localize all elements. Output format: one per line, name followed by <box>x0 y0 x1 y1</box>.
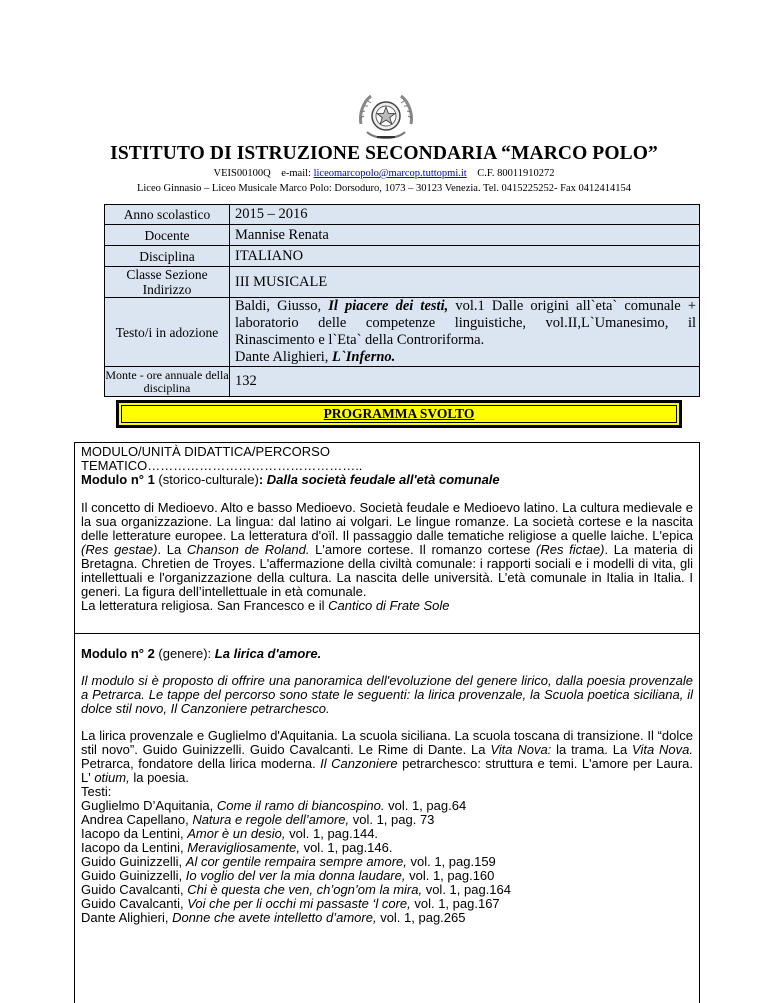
course-info-table <box>104 204 700 397</box>
text-item: Iacopo da Lentini, Amor è un desio, vol. 1, pag.144. <box>81 826 379 841</box>
italian-republic-emblem-icon <box>355 88 417 150</box>
text-item: Guido Guinizzelli, Io voglio del ver la mia donna laudare, vol. 1, pag.160 <box>81 868 495 883</box>
text-item: Guido Guinizzelli, Al cor gentile rempaira sempre amore, vol. 1, pag.159 <box>81 854 496 869</box>
module-heading: MODULO/UNITÀ DIDATTICA/PERCORSO <box>81 444 330 459</box>
docente-label: Docente <box>105 225 230 246</box>
testi-dante-title: L`Inferno. <box>332 349 396 365</box>
anno-value: 2015 – 2016 <box>230 205 700 225</box>
testi-book-title: Il piacere dei testi, <box>328 298 449 314</box>
testi-book-desc: vol.1 Dalle origini all`eta` comunale + laboratorio delle competenze linguistiche, vol.II,L`Umanesimo, il Rinascimento e l`Eta` della Controriforma. <box>235 298 697 348</box>
module-2-title: Modulo n° 2 (genere): La lirica d'amore. <box>81 646 322 661</box>
module-2-intro: Il modulo si è proposto di offrire una panoramica dell'evoluzione del genere lirico, dalla poesia provenzale a Petrarca. Le tappe del percorso sono state le seguenti: la lirica provenzale, la Scuola poetica siciliana, il dolce stil novo, Il Canzoniere petrarchesco. <box>81 673 693 716</box>
school-address: Liceo Ginnasio – Liceo Musicale Marco Polo: Dorsoduro, 1073 – 30123 Venezia. Tel. 0415225252- Fax 0412414154 <box>136 183 632 194</box>
text-item: Andrea Capellano, Natura e regole dell’amore, vol. 1, pag. 73 <box>81 812 435 827</box>
testi-value <box>230 298 700 367</box>
school-code: VEIS00100Q <box>213 168 271 179</box>
email-label: e-mail: <box>281 168 311 179</box>
school-title: ISTITUTO DI ISTRUZIONE SECONDARIA “MARCO POLO” <box>110 143 658 164</box>
school-codes-line <box>0 168 768 179</box>
text-item: Dante Alighieri, Donne che avete intelletto d’amore, vol. 1, pag.265 <box>81 910 466 925</box>
testi-label: Testo/i in adozione <box>105 298 230 367</box>
module-1-title: Modulo n° 1 (storico-culturale): Dalla società feudale all'età comunale <box>81 472 500 487</box>
module-heading-2: TEMATICO………………………………………….. <box>81 458 363 473</box>
programma-title: PROGRAMMA SVOLTO <box>323 406 475 421</box>
module-2 <box>81 647 693 925</box>
module-2-paragraph: La lirica provenzale e Guglielmo d'Aquitania. La scuola siciliana. La scuola toscana di transizione. Il “dolce stil novo”. Guido Guinizzelli. Guido Cavalcanti. Le Rime di Dante. La Vita Nova: la trama. La Vita Nova. Petrarca, fondatore della lirica moderna. Il Canzoniere petrarchesco: struttura e temi. L'amore per Laura. L' otium, la poesia. <box>81 728 693 785</box>
fiscal-code: C.F. 80011910272 <box>477 168 555 179</box>
module-1-paragraph: Il concetto di Medioevo. Alto e basso Medioevo. Società feudale e Medioevo latino. La cultura medievale e la sua organizzazione. La lingua: dal latino ai volgari. Le lingue romanze. La società cortese e la nascita delle letterature europee. La letteratura d'oïl. Il passaggio dalle tematiche religiose a quelle laiche. L'epica (Res gestae). La Chanson de Roland. L'amore cortese. Il romanzo cortese (Res fictae). La materia di Bretagna. Chretien de Troyes. L'affermazione della civiltà comunale: i rapporti sociali e i modelli di vita, gli intellettuali e l'organizzazione della cultura. La nascita delle università. L’età comunale in Italia in Italia. I generi. La figura dell’intellettuale in età comunale. <box>81 500 694 599</box>
ore-label: Monte - ore annuale della disciplina <box>105 367 229 395</box>
text-item: Guido Cavalcanti, Voi che per li occhi mi passaste ‘l core, vol. 1, pag.167 <box>81 896 500 911</box>
testi-authors: Baldi, Giusso, <box>235 298 329 314</box>
email-link[interactable]: liceomarcopolo@marcop.tuttopmi.it <box>313 168 467 179</box>
disciplina-label: Disciplina <box>105 246 230 267</box>
classe-value: III MUSICALE <box>230 267 700 298</box>
modules-table <box>74 442 700 1003</box>
text-item: Guglielmo D’Aquitania, Come il ramo di biancospino. vol. 1, pag.64 <box>81 798 467 813</box>
module-separator <box>75 633 699 634</box>
texts-list <box>81 799 693 925</box>
testi-heading: Testi: <box>81 784 112 799</box>
anno-label: Anno scolastico <box>105 205 230 225</box>
text-item: Guido Cavalcanti, Chi è questa che ven, ch’ogn’om la mira, vol. 1, pag.164 <box>81 882 511 897</box>
programma-banner <box>116 400 682 428</box>
disciplina-value: ITALIANO <box>230 246 700 267</box>
testi-dante-author: Dante Alighieri, <box>235 349 333 365</box>
module-1-paragraph-2: La letteratura religiosa. San Francesco e il Cantico di Frate Sole <box>81 598 450 613</box>
ore-value: 132 <box>230 367 700 397</box>
module-1 <box>81 445 693 613</box>
text-item: Iacopo da Lentini, Meravigliosamente, vol. 1, pag.146. <box>81 840 393 855</box>
classe-label: Classe Sezione Indirizzo <box>105 267 230 298</box>
docente-value: Mannise Renata <box>230 225 700 246</box>
